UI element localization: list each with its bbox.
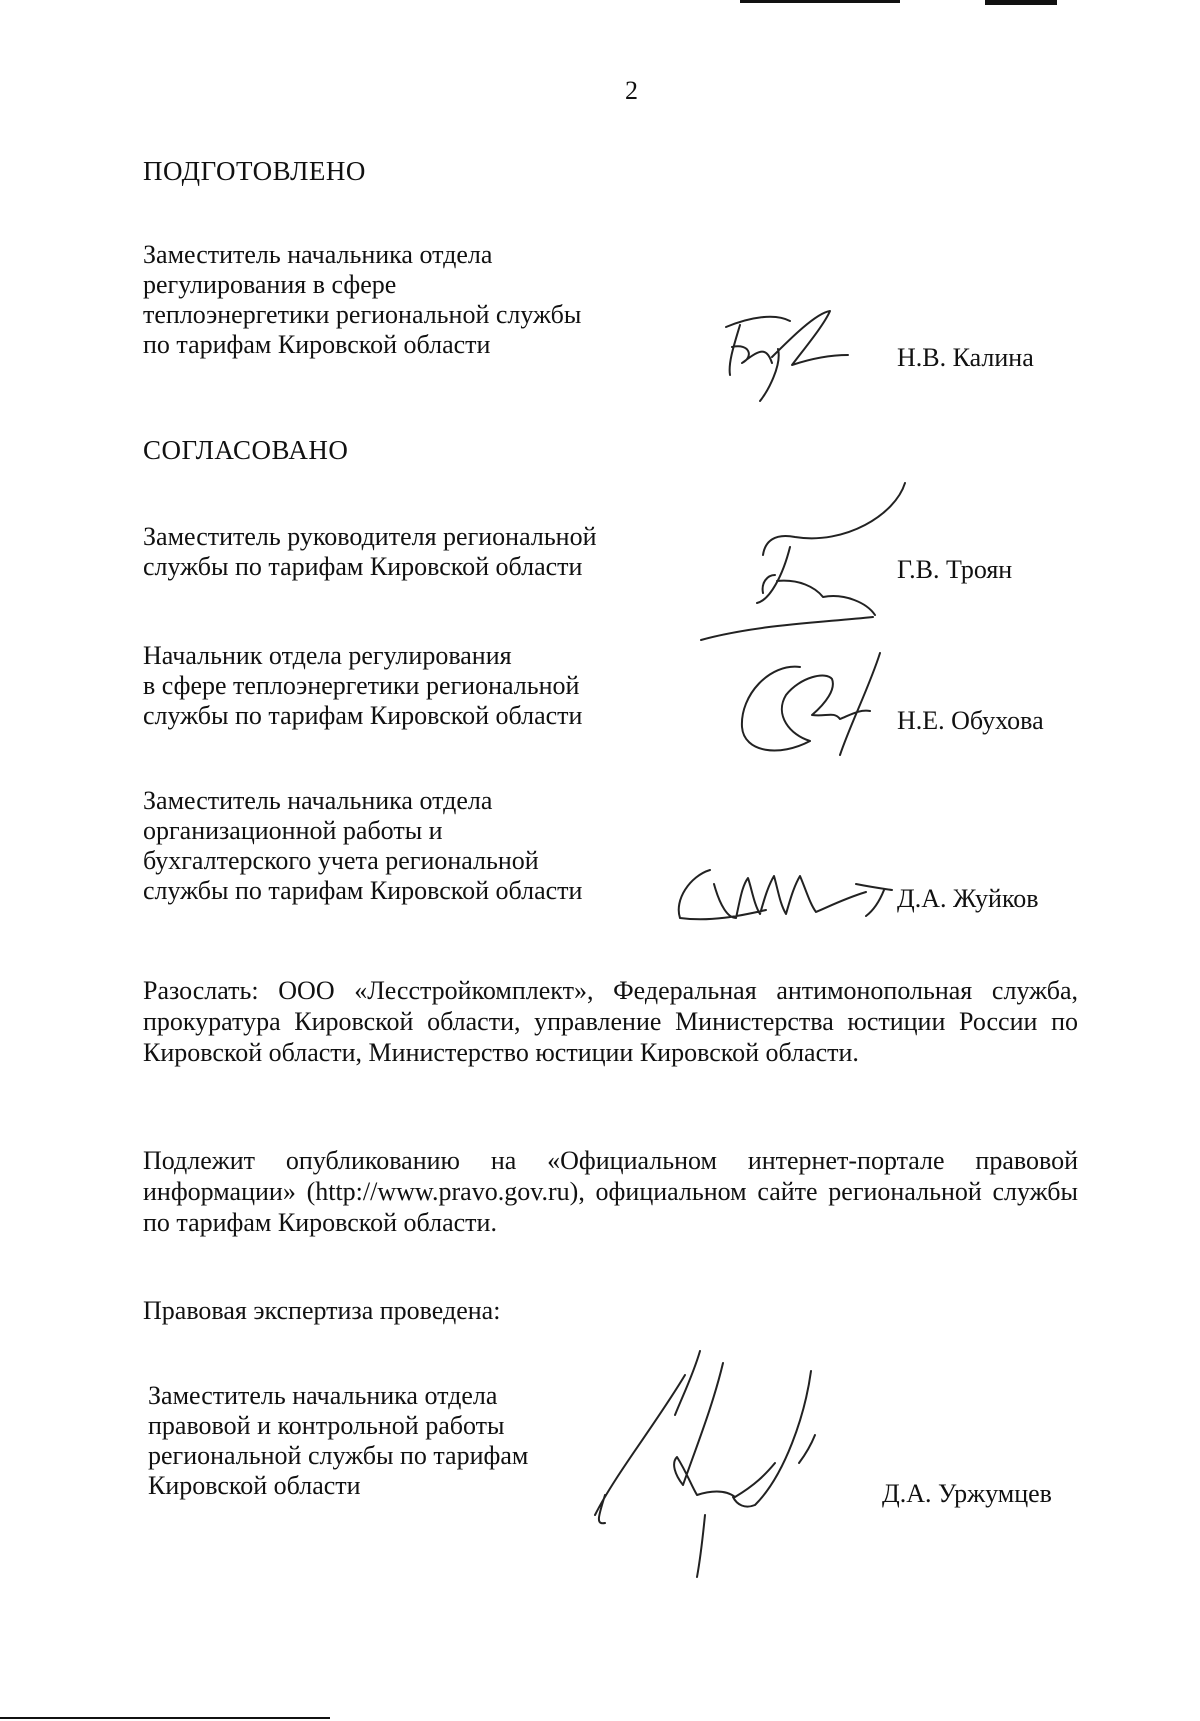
scan-artifact-top-right: [985, 0, 1057, 5]
prepared-position: [143, 240, 581, 360]
position-line: службы по тарифам Кировской области: [143, 701, 583, 730]
position-line: Кировской области: [148, 1471, 361, 1500]
signature-troyan: [695, 475, 925, 645]
position-line: бухгалтерского учета региональной: [143, 846, 539, 875]
agreed-signer-1-name: Г.В. Троян: [897, 555, 1013, 584]
agreed-signer-3-name: Д.А. Жуйков: [897, 884, 1039, 913]
position-line: Заместитель руководителя региональной: [143, 522, 597, 551]
position-line: правовой и контрольной работы: [148, 1411, 505, 1440]
position-line: теплоэнергетики региональной службы: [143, 300, 582, 329]
position-line: в сфере теплоэнергетики региональной: [143, 671, 580, 700]
signature-zhuikov: [670, 860, 900, 940]
legal-review-position: [148, 1381, 528, 1501]
prepared-name: Н.В. Калина: [897, 343, 1034, 372]
position-line: Заместитель начальника отдела: [143, 240, 493, 269]
position-line: службы по тарифам Кировской области: [143, 876, 583, 905]
agreed-signer-2-position: [143, 641, 582, 731]
signature-obukhova: [730, 645, 910, 765]
publication-paragraph: Подлежит опубликованию на «Официальном интернет-портале правовой информации» (http://www.pravo.gov.ru), официальном сайте региональной службы по тарифам Кировской области.: [143, 1146, 1078, 1237]
position-line: Заместитель начальника отдела: [148, 1381, 498, 1410]
agreed-heading: СОГЛАСОВАНО: [143, 435, 349, 465]
signature-kalina: [720, 305, 870, 405]
page-number: 2: [625, 76, 638, 105]
signature-urzhumtsev: [565, 1345, 865, 1585]
agreed-signer-1-position: [143, 522, 597, 582]
scan-artifact-top: [740, 0, 900, 3]
position-line: по тарифам Кировской области: [143, 330, 491, 359]
position-line: службы по тарифам Кировской области: [143, 552, 583, 581]
distribution-paragraph: Разослать: ООО «Лесстройкомплект», Федеральная антимонопольная служба, прокуратура Кировской области, управление Министерства юстиции России по Кировской области, Министерство юстиции Кировской области.: [143, 976, 1078, 1067]
agreed-signer-2-name: Н.Е. Обухова: [897, 706, 1044, 735]
position-line: регулирования в сфере: [143, 270, 397, 299]
prepared-heading: ПОДГОТОВЛЕНО: [143, 156, 366, 186]
position-line: Заместитель начальника отдела: [143, 786, 493, 815]
legal-review-name: Д.А. Уржумцев: [882, 1479, 1052, 1508]
position-line: организационной работы и: [143, 816, 443, 845]
scan-artifact-bottom: [0, 1717, 330, 1719]
position-line: региональной службы по тарифам: [148, 1441, 529, 1470]
position-line: Начальник отдела регулирования: [143, 641, 512, 670]
agreed-signer-3-position: [143, 786, 582, 906]
legal-review-heading: Правовая экспертиза проведена:: [143, 1296, 501, 1325]
